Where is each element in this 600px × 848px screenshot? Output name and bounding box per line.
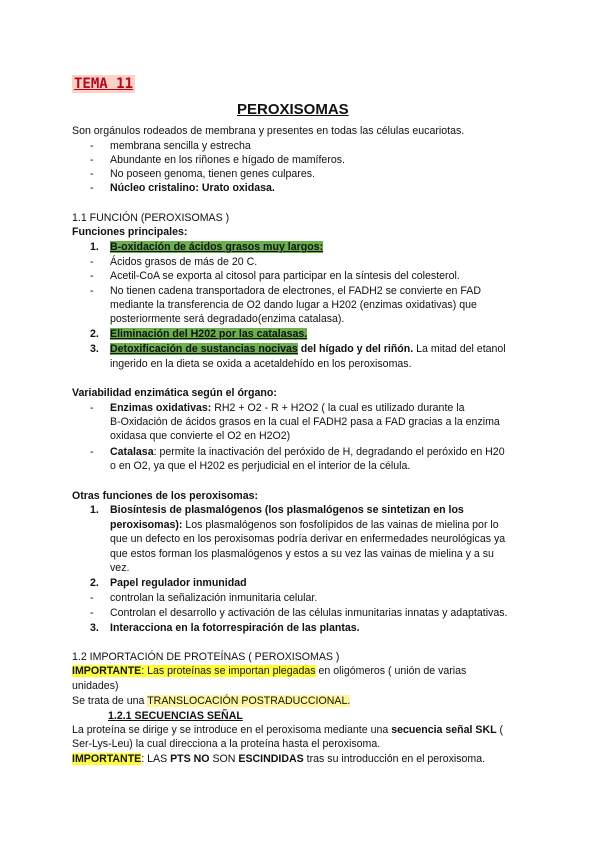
body-text: tras su introducción en el peroxisoma. — [303, 753, 486, 765]
list-dash: - — [90, 402, 94, 414]
list-item: No poseen genoma, tienen genes culpares. — [110, 168, 315, 180]
section-heading: Otras funciones de los peroxisomas: — [72, 490, 259, 502]
section-heading: Variabilidad enzimática según el órgano: — [72, 387, 277, 399]
body-text-cont: Ser-Lys-Leu) la cual direcciona a la proteína hasta el peroxisoma. — [72, 738, 381, 750]
function-text: La mitad del etanol — [413, 343, 506, 355]
enzyme-text-cont: B-Oxidación de ácidos grasos en la cual el FADH2 pasa a FAD gracias a la enzima — [110, 416, 500, 428]
function-title-rest: del hígado y del riñón. — [297, 343, 414, 355]
other-text-cont: vez. — [110, 562, 130, 574]
list-item: membrana sencilla y estrecha — [110, 140, 251, 152]
body-text: : LAS — [141, 753, 171, 765]
section-heading: 1.1 FUNCIÓN (PEROXISOMAS ) — [72, 212, 230, 224]
enzyme-text-cont: oxidasa que convierte el O2 en H2O2) — [110, 430, 291, 442]
list-item: No tienen cadena transportadora de electrones, el FADH2 se convierte en FAD — [110, 285, 481, 297]
list-dash: - — [90, 285, 94, 297]
list-item: controlan la señalización inmunitaria celular. — [110, 592, 318, 604]
other-text-cont: que un defecto en los peroxisomas podría derivar en enfermedades neurológicas ya — [110, 533, 506, 545]
enzyme-text: RH2 + O2 - R + H2O2 ( la cual es utilizado durante la — [211, 402, 465, 414]
list-item: Controlan el desarrollo y activación de las células inmunitarias innatas y adaptativas. — [110, 607, 508, 619]
list-dash: - — [90, 140, 94, 152]
list-dash: - — [90, 592, 94, 604]
list-dash: - — [90, 256, 94, 268]
important-text: : Las proteínas se importan plegadas — [141, 665, 316, 677]
other-title: Papel regulador inmunidad — [110, 577, 247, 589]
tema-label: TEMA 11 — [74, 76, 134, 92]
list-number: 2. — [90, 328, 99, 340]
list-number: 1. — [90, 241, 99, 253]
other-text: Los plasmalógenos son fosfolípidos de las vainas de mielina por lo — [182, 519, 499, 531]
body-bold: ESCINDIDAS — [238, 753, 304, 765]
function-title: Detoxificación de sustancias nocivas — [110, 343, 298, 355]
list-item-cont: posteriormente será degradado(enzima catalasa). — [110, 313, 345, 325]
page-title: PEROXISOMAS — [237, 101, 349, 118]
list-item: Acetil-CoA se exporta al citosol para participar en la síntesis del colesterol. — [110, 270, 460, 282]
list-number: 3. — [90, 622, 99, 634]
function-title: Eliminación del H202 por las catalasas. — [110, 328, 308, 340]
important-label: IMPORTANTE — [72, 753, 142, 765]
body-bold: PTS NO — [170, 753, 210, 765]
subheading: Funciones principales: — [72, 226, 188, 238]
list-dash: - — [90, 182, 94, 194]
list-item: Abundante en los riñones e hígado de mamíferos. — [110, 154, 345, 166]
other-title: Interacciona en la fotorrespiración de las plantas. — [110, 622, 360, 634]
list-dash: - — [90, 168, 94, 180]
list-number: 1. — [90, 504, 99, 516]
enzyme-text-cont: o en O2, ya que el H202 es perjudicial en el interior de la célula. — [110, 460, 411, 472]
function-text-cont: ingerido en la dieta se oxida a acetaldehído en los peroxisomas. — [110, 358, 412, 370]
body-bold: secuencia señal SKL — [391, 724, 497, 736]
translocation-pre: Se trata de una — [72, 695, 148, 707]
function-title: B-oxidación de ácidos grasos muy largos: — [110, 241, 324, 253]
enzyme-label: Catalasa — [110, 446, 154, 458]
enzyme-label: Enzimas oxidativas: — [110, 402, 212, 414]
other-title-cont: peroxisomas): — [110, 519, 183, 531]
body-text: ( — [496, 724, 504, 736]
list-dash: - — [90, 154, 94, 166]
section-heading: 1.2 IMPORTACIÓN DE PROTEÍNAS ( PEROXISOMAS ) — [72, 651, 340, 663]
list-dash: - — [90, 270, 94, 282]
list-dash: - — [90, 607, 94, 619]
list-number: 3. — [90, 343, 99, 355]
enzyme-text: : permite la inactivación del peróxido de H, degradando el peróxido en H20 — [153, 446, 505, 458]
list-number: 2. — [90, 577, 99, 589]
intro-text: Son orgánulos rodeados de membrana y presentes en todas las células eucariotas. — [72, 125, 465, 137]
list-item: Núcleo cristalino: Urato oxidasa. — [110, 182, 275, 194]
other-title: Biosíntesis de plasmalógenos (los plasmalógenos se sintetizan en los — [110, 504, 464, 516]
translocation-text: TRANSLOCACIÓN POSTRADUCCIONAL. — [147, 695, 351, 707]
list-item: Ácidos grasos de más de 20 C. — [110, 256, 258, 268]
important-rest: en oligómeros ( unión de varias — [315, 665, 467, 677]
list-item-cont: mediante la transferencia de O2 dando lugar a H202 (enzimas oxidativas) que — [110, 299, 477, 311]
important-label: IMPORTANTE — [72, 665, 142, 677]
body-text: SON — [209, 753, 239, 765]
body-text: La proteína se dirige y se introduce en el peroxisoma mediante una — [72, 724, 392, 736]
important-cont: unidades) — [72, 680, 119, 692]
other-text-cont: que estos forman los plasmalógenos y estos a su vez las vainas de mielina y a su — [110, 548, 494, 560]
subsection-heading: 1.2.1 SECUENCIAS SEÑAL — [108, 710, 243, 722]
list-dash: - — [90, 446, 94, 458]
